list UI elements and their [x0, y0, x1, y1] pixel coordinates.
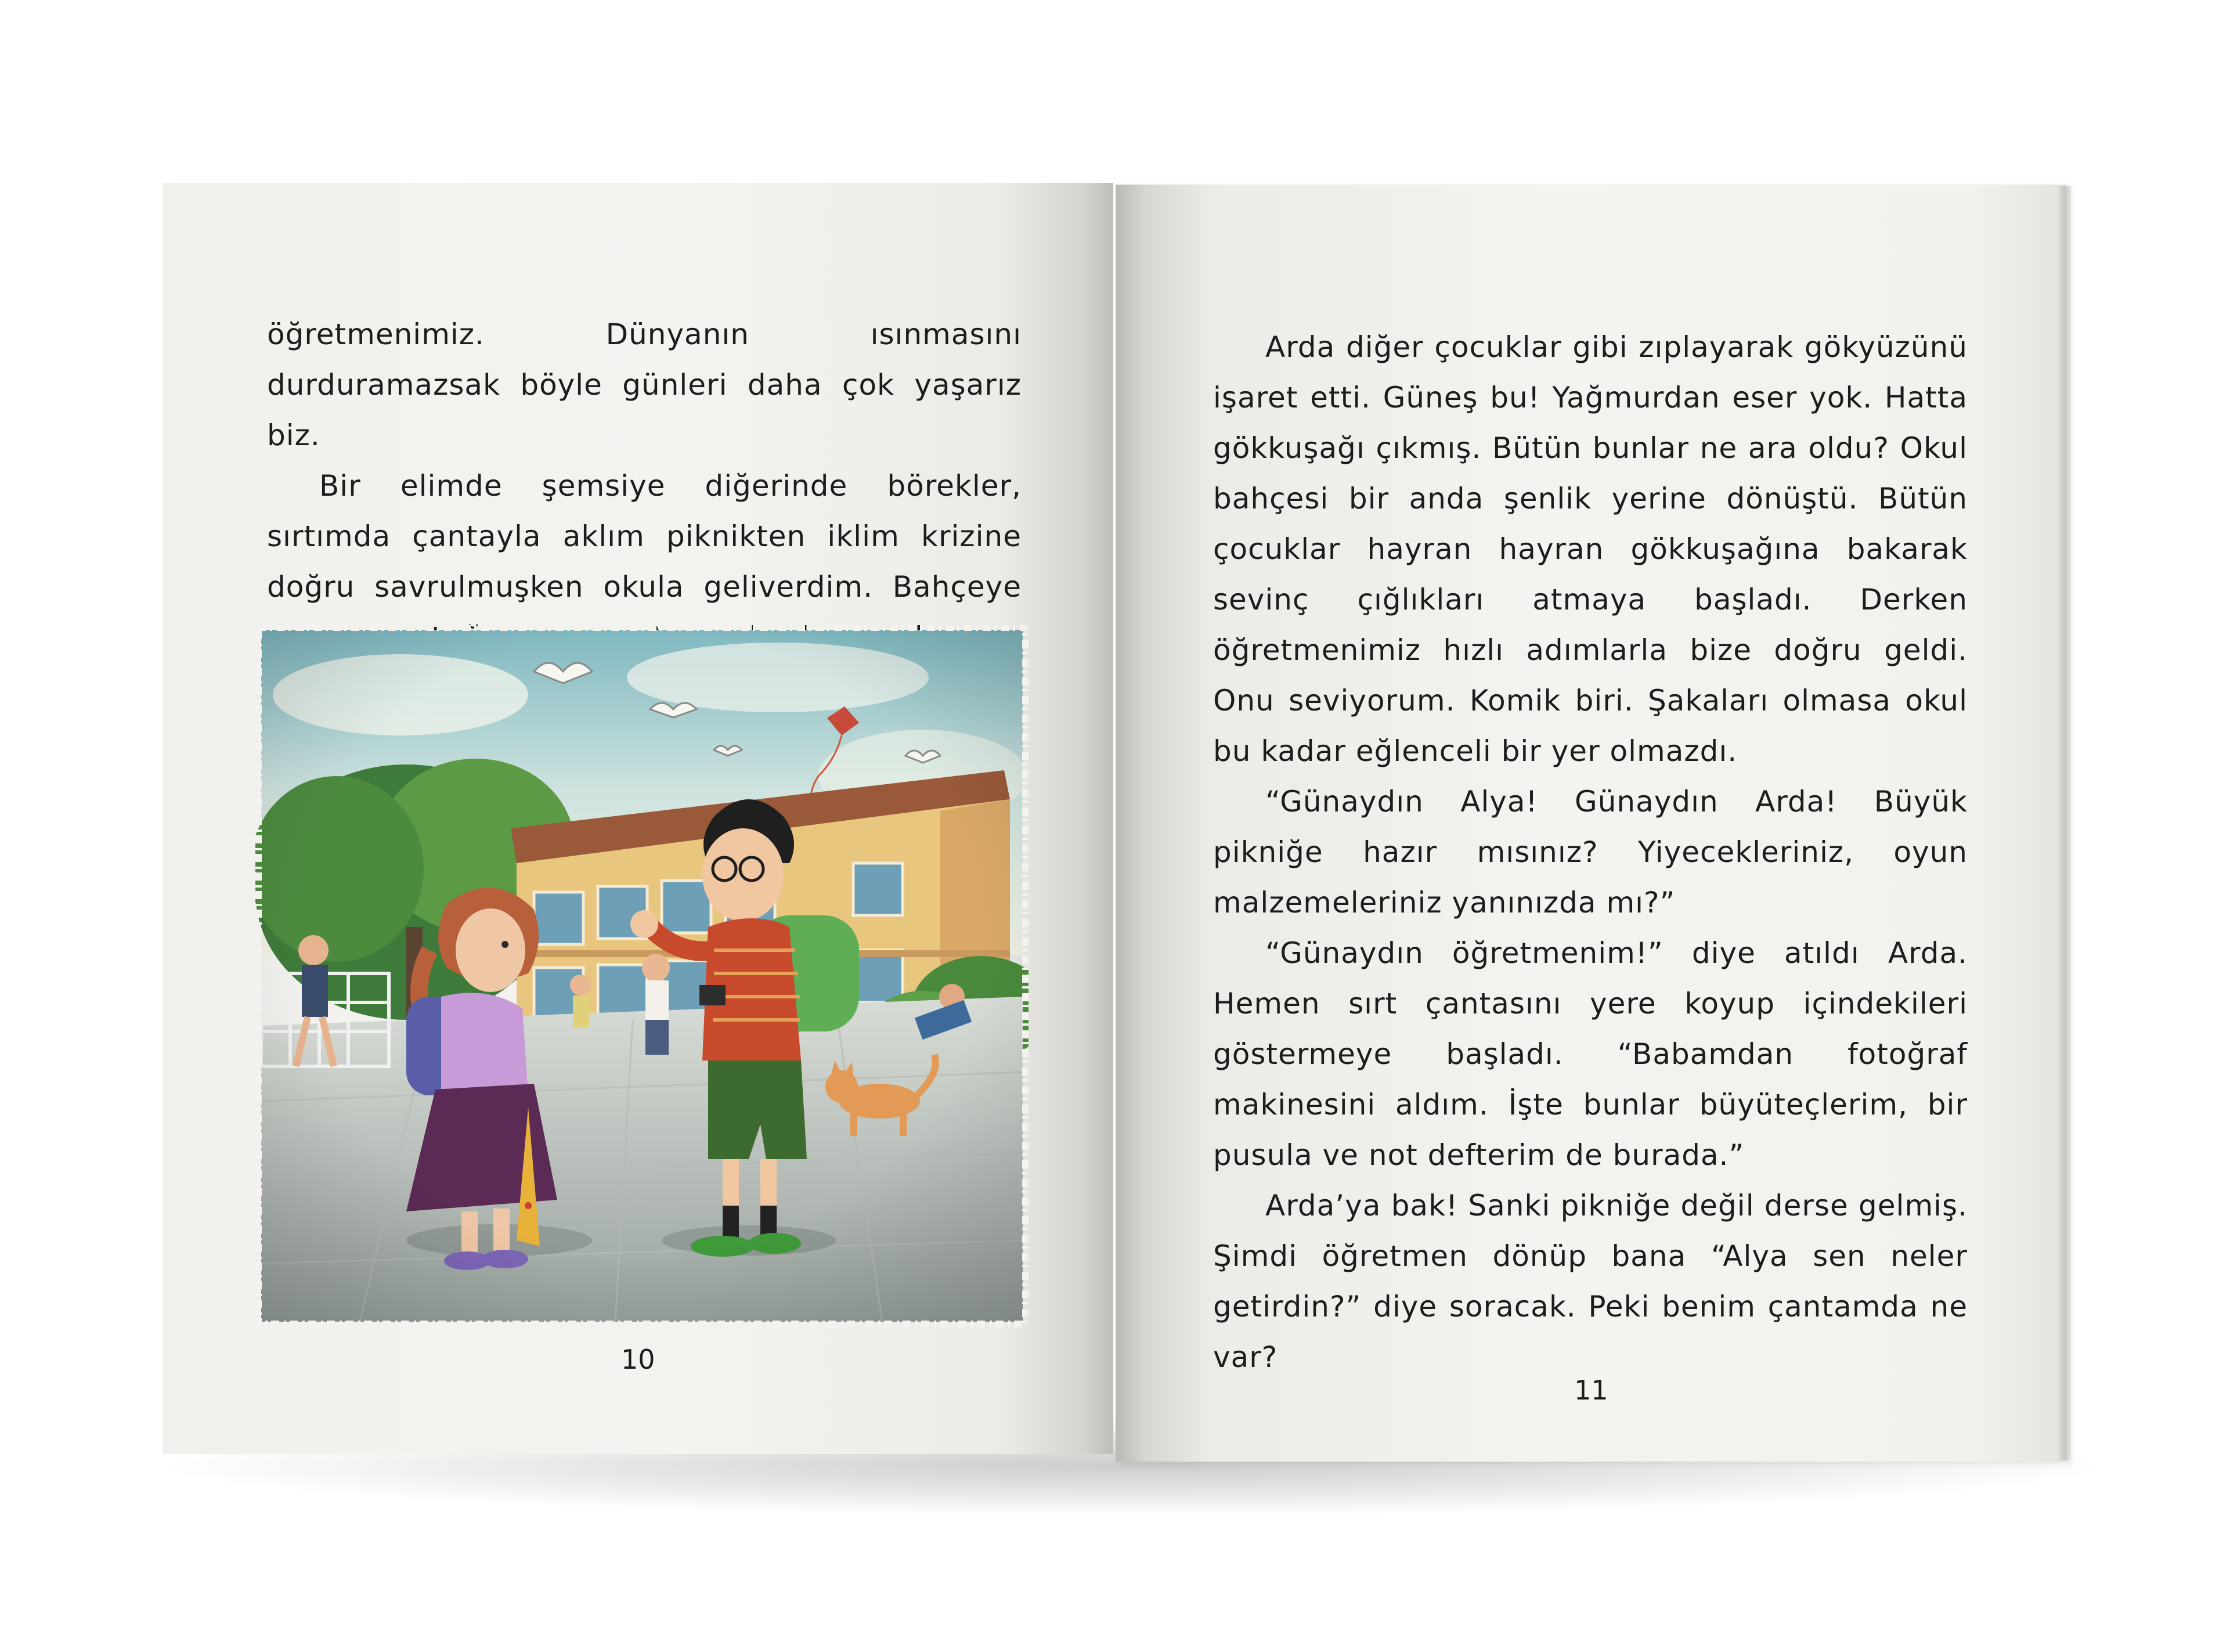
right-page [1116, 185, 2066, 1462]
school-yard-illustration [255, 625, 1029, 1328]
page-edge [2059, 186, 2071, 1460]
page-number-left: 10 [621, 1344, 655, 1375]
left-paragraph-1: öğretmenimiz. Dünyanın ısınmasını durduramazsak böyle günleri daha çok yaşarız biz. [267, 318, 1022, 452]
right-paragraph-1: Arda diğer çocuklar gibi zıplayarak gökyüzünü işaret etti. Güneş bu! Yağmurdan eser yok. Hatta gökkuşağı çıkmış. Bütün bunlar ne ara oldu? Okul bahçesi bir anda şenlik yerine dönüştü. Bütün çocuklar hayran hayran gökkuşağına bakarak sevinç çığlıkları atmaya başladı. Derken öğretmenimiz hızlı adımlarla bize doğru geldi. Onu seviyorum. Komik biri. Şakaları olmasa okul bu kadar eğlenceli bir yer olmazdı. [1213, 330, 1968, 768]
left-page [163, 183, 1113, 1454]
right-paragraph-3: “Günaydın öğretmenim!” diye atıldı Arda. Hemen sırt çantasını yere koyup içindekileri göstermeye başladı. “Babamdan fotoğraf makinesini aldım. İşte bunlar büyüteçlerim, bir pusula ve not defterim de burada.” [1213, 936, 1968, 1172]
right-paragraph-2: “Günaydın Alya! Günaydın Arda! Büyük pikniğe hazır mısınız? Yiyecekleriniz, oyun malzemeleriniz yanınızda mı?” [1213, 785, 1968, 919]
page-number-right: 11 [1574, 1375, 1608, 1406]
right-paragraph-4: Arda’ya bak! Sanki pikniğe değil derse gelmiş. Şimdi öğretmen dönüp bana “Alya sen neler getirdin?” diye soracak. Peki benim çantamda ne var? [1213, 1189, 1968, 1374]
right-page-text [1213, 322, 1968, 1383]
left-paragraph-2: Bir elimde şemsiye diğerinde börekler, sırtımda çantayla aklım piknikten iklim krizine doğru savrulmuşken okula geliverdim. Bahçeye [267, 469, 1022, 604]
